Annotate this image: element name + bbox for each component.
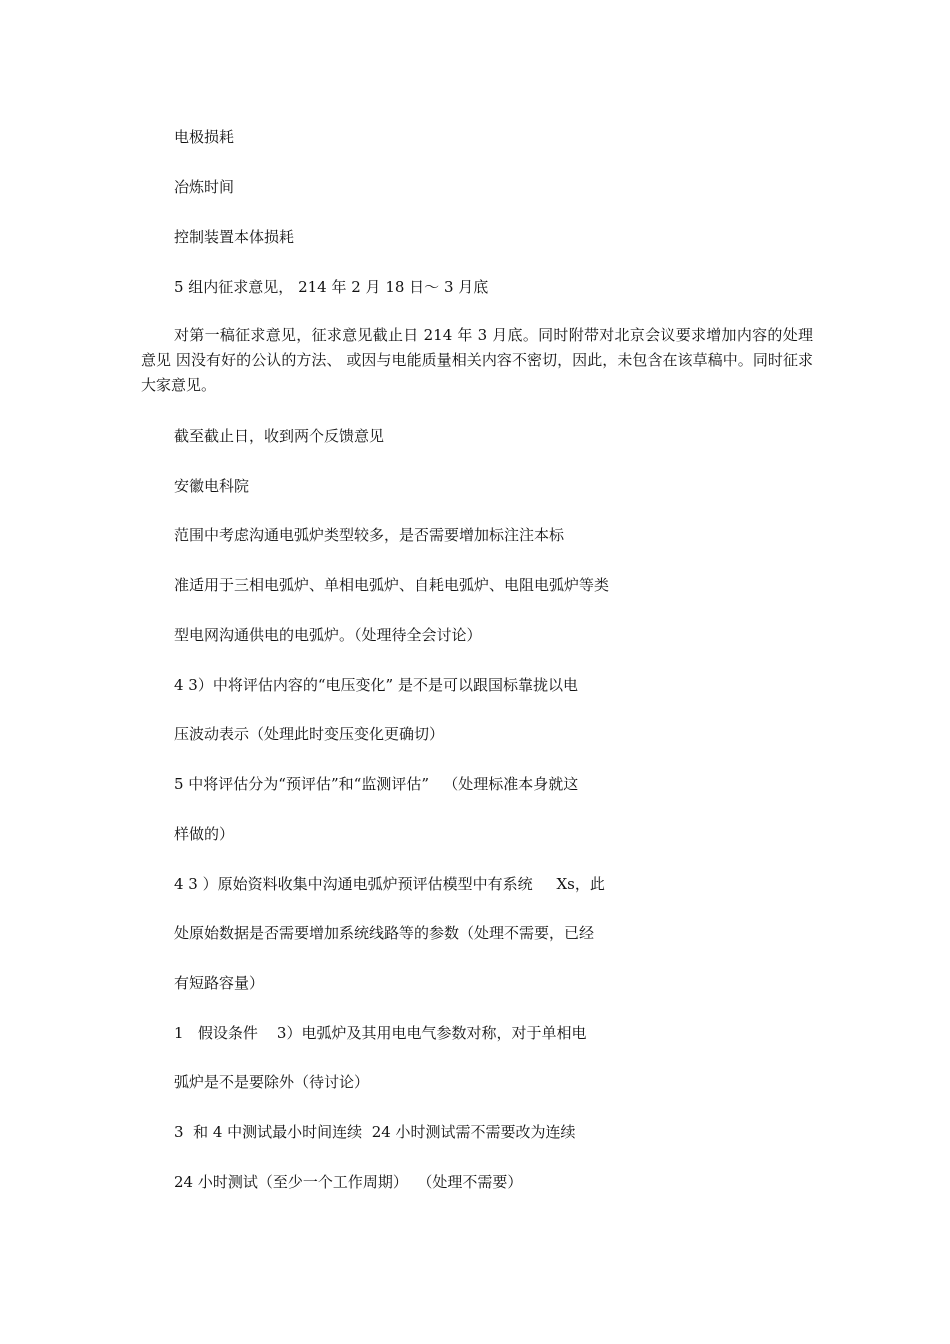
text-line: 4 3 ）原始资料收集中沟通电弧炉预评估模型中有系统 Xs，此	[174, 875, 605, 893]
text-line: 24 小时测试（至少一个工作周期） （处理不需要）	[174, 1173, 523, 1191]
section-heading: 5 组内征求意见， 214 年 2 月 18 日～ 3 月底	[174, 278, 489, 296]
text-line: 压波动表示（处理此时变压变化更确切）	[174, 725, 445, 743]
text-line: 5 中将评估分为“预评估”和“监测评估” （处理标准本身就这	[174, 775, 579, 793]
text-line: 1 假设条件 3）电弧炉及其用电电气参数对称，对于单相电	[174, 1024, 587, 1042]
text-line: 准适用于三相电弧炉、单相电弧炉、自耗电弧炉、电阻电弧炉等类	[174, 576, 610, 594]
text-line: 处原始数据是否需要增加系统线路等的参数（处理不需要，已经	[174, 924, 595, 942]
paragraph: 对第一稿征求意见，征求意见截止日 214 年 3 月底。同时附带对北京会议要求增加内容的处理意见 因没有好的公认的方法、 或因与电能质量相关内容不密切，因此，未包含在该草稿中。同时征求大家意见。	[141, 326, 813, 394]
text-line: 3 和 4 中测试最小时间连续 24 小时测试需不需要改为连续	[174, 1123, 576, 1141]
text-line: 截至截止日，收到两个反馈意见	[174, 427, 385, 445]
text-line: 控制装置本体损耗	[174, 228, 295, 246]
text-line: 4 3）中将评估内容的“电压变化” 是不是可以跟国标靠拢以电	[174, 676, 578, 694]
text-line: 型电网沟通供电的电弧炉。（处理待全会讨论）	[174, 626, 482, 644]
text-line: 样做的）	[174, 825, 235, 843]
text-line: 弧炉是不是要除外（待讨论）	[174, 1073, 370, 1091]
text-line: 冶炼时间	[174, 178, 235, 196]
text-line: 范围中考虑沟通电弧炉类型较多，是否需要增加标注注本标	[174, 526, 565, 544]
text-line: 安徽电科院	[174, 477, 250, 495]
text-line: 电极损耗	[174, 128, 235, 146]
text-line: 有短路容量）	[174, 974, 265, 992]
